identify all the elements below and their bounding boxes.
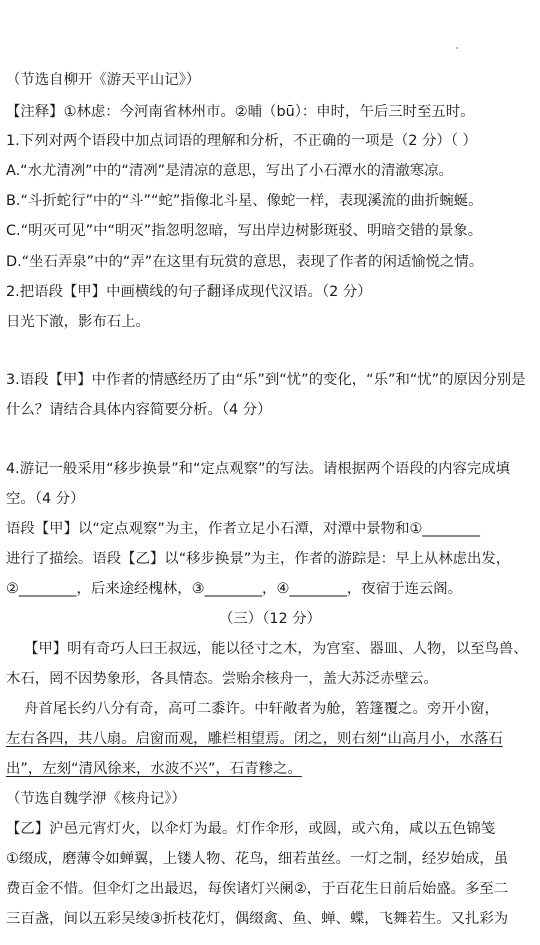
question-2: 2.把语段【甲】中画横线的句子翻译成现代汉语。（2 分） xyxy=(6,284,372,300)
passage-jia-line-1: 【甲】明有奇巧人曰王叔远，能以径寸之木，为宫室、器皿、人物，以至鸟兽、 xyxy=(24,641,528,657)
passage-jia-line-3: 舟首尾长约八分有奇，高可二黍许。中轩敞者为舱，箬篷覆之。旁开小窗， xyxy=(24,701,499,717)
option-a: A.“水尤清冽”中的“清冽”是清凉的意思，写出了小石潭水的清澈寒凉。 xyxy=(6,163,453,179)
passage-jia-line-4 xyxy=(0,728,540,750)
source-note-heshouji: （节选自魏学洢《核舟记》） xyxy=(6,791,186,807)
question-4-fill-line-2: 进行了描绘。语段【乙】以“移步换景”为主，作者的游踪是：早上从林虑出发， xyxy=(6,551,511,567)
question-4-fill-line-1: 语段【甲】以“定点观察”为主，作者立足小石潭，对潭中景物和①________ xyxy=(6,521,480,537)
passage-yi-line-4: 三百盏，间以五彩吴绫③折枝花灯，偶缀禽、鱼、蝉、蝶，飞舞若生。又扎彩为 xyxy=(6,911,509,927)
passage-jia-line-2: 木石，罔不因势象形，各具情态。尝贻余核舟一，盖大苏泛赤壁云。 xyxy=(6,671,438,687)
option-d: D.“坐石弄泉”中的“弄”在这里有玩赏的意思，表现了作者的闲适愉悦之情。 xyxy=(6,254,484,270)
question-3-line-1: 3.语段【甲】中作者的情感经历了由“乐”到“忧”的变化，“乐”和“忧”的原因分别是 xyxy=(6,372,526,388)
question-4-line-2: 空。（4 分） xyxy=(6,491,85,507)
question-4-line-1: 4.游记一般采用“移步换景”和“定点观察”的写法。请根据两个语段的内容完成填 xyxy=(6,461,511,477)
passage-jia-line-5 xyxy=(0,758,540,780)
option-b: B.“斗折蛇行”中的“斗”“蛇”指像北斗星、像蛇一样，表现溪流的曲折蜿蜒。 xyxy=(6,193,483,209)
passage-yi-line-2: ①缀成，磨薄令如蝉翼，上镂人物、花鸟，细若茧丝。一灯之制，经岁始成，虽 xyxy=(6,851,509,867)
passage-yi-line-1: 【乙】沪邑元宵灯火，以伞灯为最。灯作伞形，或圆，或六角，咸以五色锦笺 xyxy=(6,821,496,837)
annotation-line: 【注释】①林虑：今河南省林州市。②晡（bū）：申时，午后三时至五时。 xyxy=(6,104,475,120)
section-heading-3: （三）（12 分） xyxy=(218,611,322,627)
scan-speck xyxy=(456,47,458,49)
question-3-line-2: 什么？请结合具体内容简要分析。（4 分） xyxy=(6,402,272,418)
question-1: 1.下列对两个语段中加点词语的理解和分析，不正确的一项是（2 分）（ ） xyxy=(6,133,477,149)
underlined-sentence-end: 出”，左刻“清风徐来，水波不兴”，石青糁之。 xyxy=(6,761,302,777)
underlined-sentence: 左右各四，共八扇。启窗而观，雕栏相望焉。闭之，则右刻“山高月小，水落石 xyxy=(6,731,503,747)
question-4-fill-line-3: ②________，后来途经槐林，③________，④________，夜宿于连云阁。 xyxy=(6,581,463,597)
passage-yi-line-3: 费百金不惜。但伞灯之出最迟，每俟诸灯兴阑②，于百花生日前后始盛。多至二 xyxy=(6,881,509,897)
option-c: C.“明灭可见”中“明灭”指忽明忽暗，写出岸边树影斑驳、明暗交错的景象。 xyxy=(6,223,483,239)
source-note-liukai: （节选自柳开《游天平山记》） xyxy=(6,72,201,88)
question-2-sentence: 日光下澈，影布石上。 xyxy=(6,314,150,330)
